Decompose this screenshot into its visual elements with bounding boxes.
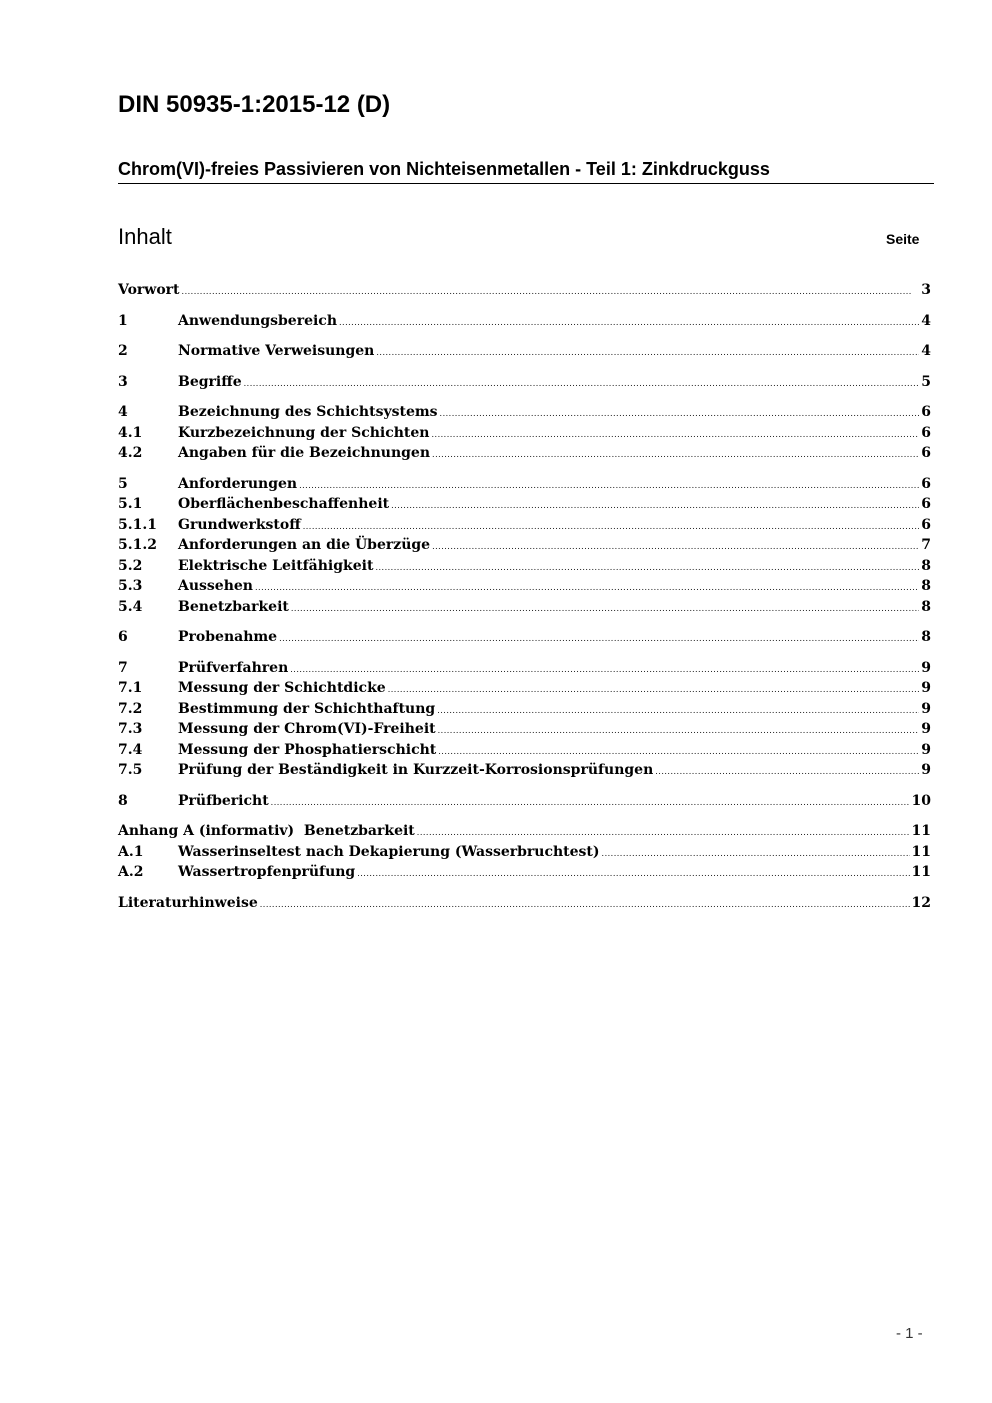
toc-entry-title: Grundwerkstoff (178, 516, 301, 533)
toc-entry-number: 4.1 (118, 424, 143, 441)
toc-entry-number: 4.2 (118, 445, 143, 461)
toc-leader-dots (391, 496, 919, 517)
toc-page-column-label: Seite (886, 231, 920, 247)
toc-entry-title: Messung der Chrom(VI)-Freiheit (178, 721, 436, 737)
toc-entry-page: 8 (921, 578, 931, 594)
toc-entry-page: 6 (921, 516, 931, 533)
toc-entry-number: 2 (118, 343, 128, 359)
toc-entry-number: 7.5 (118, 762, 143, 778)
toc-entry-page: 11 (911, 823, 931, 839)
toc-entry-5-4[interactable] (118, 597, 931, 618)
toc-entry-8[interactable] (118, 791, 931, 812)
toc-entry-number: 5.1.1 (118, 516, 157, 533)
toc-leader-dots (339, 313, 919, 334)
toc-entry-number: 4 (118, 404, 128, 420)
toc-entry-title: Literaturhinweise (118, 894, 258, 911)
toc-entry-title: Prüfverfahren (178, 659, 289, 676)
toc-entry-page: 4 (921, 312, 931, 329)
toc-leader-dots (255, 578, 919, 599)
toc-entry-7-3[interactable] (118, 719, 931, 740)
toc-leader-dots (440, 404, 920, 425)
toc-entry-5[interactable] (118, 474, 931, 495)
toc-entry-page: 11 (911, 864, 931, 880)
toc-entry-a-2[interactable] (118, 862, 931, 883)
toc-leader-dots (299, 476, 919, 497)
toc-leader-dots (375, 558, 919, 579)
toc-entry-page: 9 (921, 741, 931, 758)
toc-entry-4-2[interactable] (118, 443, 931, 464)
toc-entry-page: 12 (911, 894, 931, 911)
toc-entry-page: 6 (921, 445, 931, 461)
toc-entry-title: Oberflächenbeschaffenheit (178, 496, 390, 512)
toc-entry-page: 8 (921, 629, 931, 645)
toc-entry-number: 5.1.2 (118, 537, 157, 553)
toc-entry-number: A.2 (118, 864, 144, 880)
toc-entry-title: Benetzbarkeit (178, 598, 289, 615)
toc-leader-dots (417, 823, 910, 844)
toc-entry-title: Bezeichnung des Schichtsystems (178, 404, 438, 420)
toc-entry-7-5[interactable] (118, 760, 931, 781)
toc-entry-title: Begriffe (178, 373, 242, 390)
toc-entry-title: Messung der Phosphatierschicht (178, 741, 437, 758)
toc-entry-page: 4 (921, 343, 931, 359)
toc-entry-number: 3 (118, 373, 128, 390)
toc-entry-5-1[interactable] (118, 494, 931, 515)
toc-entry-title: Vorwort (118, 282, 180, 298)
toc-leader-dots (432, 445, 919, 466)
toc-entry-page: 6 (921, 404, 931, 420)
toc-entry-title: Normative Verweisungen (178, 343, 375, 359)
toc-entry-page: 3 (921, 282, 931, 298)
toc-entry-title: Wasserinseltest nach Dekapierung (Wasserbruchtest) (178, 843, 600, 860)
toc-entry-title: Anforderungen (178, 475, 298, 492)
toc-entry-page: 6 (921, 475, 931, 492)
toc-heading: Inhalt (118, 224, 172, 249)
toc-entry-4-1[interactable] (118, 423, 931, 444)
toc-entry-title: Anwendungsbereich (178, 312, 337, 329)
toc-leader-dots (376, 343, 919, 364)
toc-entry-title: Prüfung der Beständigkeit in Kurzzeit-Korrosionsprüfungen (178, 762, 654, 778)
toc-entry-5-1-1[interactable] (118, 515, 931, 536)
toc-entry-5-3[interactable] (118, 576, 931, 597)
toc-entry-page: 7 (921, 537, 931, 553)
toc-entry-title: Bestimmung der Schichthaftung (178, 700, 436, 717)
toc-entry-title: Prüfbericht (178, 792, 269, 809)
toc-entry-3[interactable] (118, 372, 931, 393)
toc-entry-6[interactable] (118, 627, 931, 648)
toc-entry-title: Messung der Schichtdicke (178, 680, 386, 696)
toc-leader-dots (290, 660, 919, 681)
toc-leader-dots (244, 374, 920, 395)
toc-leader-dots (437, 701, 919, 722)
toc-entry-1[interactable] (118, 311, 931, 332)
toc-entry-page: 9 (921, 700, 931, 717)
toc-entry-5-1-2[interactable] (118, 535, 931, 556)
toc-leader-dots (260, 895, 910, 916)
toc-leader-dots (602, 844, 910, 865)
toc-entry-title: Probenahme (178, 629, 278, 645)
toc-entry-number: 5.1 (118, 496, 143, 512)
toc-leader-dots (655, 762, 919, 783)
toc-entry-title: Anhang A (informativ) Benetzbarkeit (118, 823, 415, 839)
toc-entry-number: 7.2 (118, 700, 143, 717)
toc-leader-dots (291, 599, 919, 620)
toc-entry-number: 1 (118, 312, 128, 329)
toc-entry-5-2[interactable] (118, 556, 931, 577)
document-id: DIN 50935-1:2015-12 (D) (118, 91, 391, 118)
toc-leader-dots (438, 721, 920, 742)
toc-leader-dots (279, 629, 919, 650)
toc-entry-number: 5.3 (118, 578, 143, 594)
document-subtitle: Chrom(VI)-freies Passivieren von Nichteisenmetallen - Teil 1: Zinkdruckguss (118, 158, 934, 184)
toc-leader-dots (357, 864, 909, 885)
toc-leader-dots (303, 517, 920, 538)
table-of-contents (118, 280, 931, 913)
toc-entry-title: Elektrische Leitfähigkeit (178, 557, 374, 574)
toc-entry-literaturhinweise[interactable] (118, 893, 931, 914)
toc-entry-4[interactable] (118, 402, 931, 423)
toc-entry-7-4[interactable] (118, 740, 931, 761)
toc-entry-number: 7 (118, 659, 128, 676)
toc-entry-page: 5 (921, 373, 931, 390)
toc-leader-dots (432, 537, 919, 558)
toc-leader-dots (388, 680, 920, 701)
toc-entry-page: 11 (911, 843, 931, 860)
toc-entry-anhang-a[interactable] (118, 821, 931, 842)
toc-entry-7-1[interactable] (118, 678, 931, 699)
toc-entry-title: Wassertropfenprüfung (178, 864, 356, 880)
toc-entry-number: 7.4 (118, 741, 143, 758)
toc-entry-title: Aussehen (178, 578, 253, 594)
page-number: - 1 - (896, 1325, 923, 1342)
toc-entry-title: Angaben für die Bezeichnungen (178, 445, 431, 461)
toc-entry-page: 9 (921, 680, 931, 696)
toc-entry-page: 9 (921, 721, 931, 737)
toc-entry-number: 5 (118, 475, 128, 492)
toc-entry-page: 9 (921, 659, 931, 676)
toc-entry-page: 10 (911, 792, 931, 809)
toc-entry-a-1[interactable] (118, 842, 931, 863)
toc-entry-number: 7.1 (118, 680, 143, 696)
toc-entry-2[interactable] (118, 341, 931, 362)
toc-entry-page: 8 (921, 598, 931, 615)
toc-entry-title: Kurzbezeichnung der Schichten (178, 424, 430, 441)
toc-leader-dots (271, 793, 910, 814)
toc-entry-page: 6 (921, 424, 931, 441)
toc-leader-dots (431, 425, 919, 446)
toc-entry-7[interactable] (118, 658, 931, 679)
toc-entry-number: 6 (118, 629, 128, 645)
toc-entry-vorwort[interactable] (118, 280, 931, 301)
toc-entry-7-2[interactable] (118, 699, 931, 720)
toc-leader-dots (182, 282, 920, 303)
toc-entry-number: 7.3 (118, 721, 143, 737)
toc-entry-number: A.1 (118, 843, 144, 860)
toc-entry-page: 6 (921, 496, 931, 512)
toc-entry-number: 5.2 (118, 557, 143, 574)
toc-entry-number: 5.4 (118, 598, 143, 615)
toc-entry-page: 8 (921, 557, 931, 574)
toc-entry-number: 8 (118, 792, 128, 809)
toc-entry-page: 9 (921, 762, 931, 778)
toc-entry-title: Anforderungen an die Überzüge (178, 537, 431, 553)
toc-leader-dots (438, 742, 919, 763)
